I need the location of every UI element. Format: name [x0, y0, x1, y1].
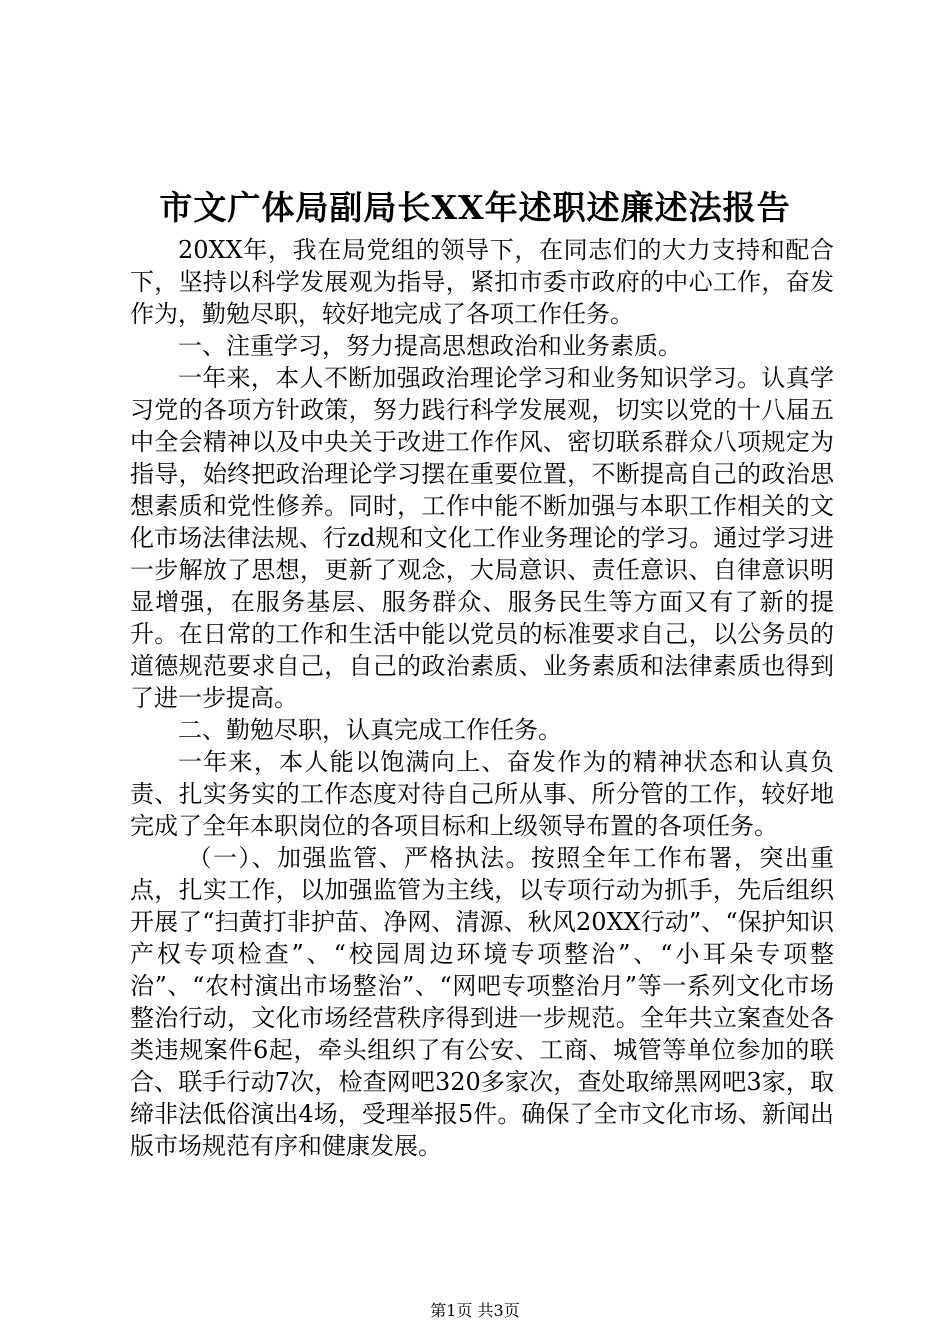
document-body — [130, 234, 834, 1162]
section-heading-1: 一、注重学习，努力提高思想政治和业务素质。 — [178, 332, 682, 360]
document-title: 市文广体局副局长XX年述职述廉述法报告 — [159, 188, 791, 227]
paragraph-supervision: （一）、加强监管、严格执法。按照全年工作布署，突出重点，扎实工作，以加强监管为主线，以专项行动为抓手，先后组织开展了“扫黄打非护苗、净网、清源、秋风20XX行动”、“保护知识产权专项检查”、“校园周边环境专项整治”、“小耳朵专项整治”、“农村演出市场整治”、“网吧专项整治月”等一系列文化市场整治行动，文化市场经营秩序得到进一步规范。全年共立案查处各类违规案件6起，牵头组织了有公安、工商、城管等单位参加的联合、联手行动7次，检查网吧320多家次，查处取缔黑网吧3家，取缔非法低俗演出4场，受理举报5件。确保了全市文化市场、新闻出版市场规范有序和健康发展。 — [130, 844, 834, 1160]
paragraph-duties: 一年来，本人能以饱满向上、奋发作为的精神状态和认真负责、扎实务实的工作态度对待自己所从事、所分管的工作，较好地完成了全年本职岗位的各项目标和上级领导布置的各项任务。 — [130, 748, 834, 840]
paragraph-study: 一年来，本人不断加强政治理论学习和业务知识学习。认真学习党的各项方针政策，努力践行科学发展观，切实以党的十八届五中全会精神以及中央关于改进工作作风、密切联系群众八项规定为指导，始终把政治理论学习摆在重要位置，不断提高自己的政治思想素质和党性修养。同时，工作中能不断加强与本职工作相关的文化市场法律法规、行zd规和文化工作业务理论的学习。通过学习进一步解放了思想，更新了观念，大局意识、责任意识、自律意识明显增强，在服务基层、服务群众、服务民生等方面又有了新的提升。在日常的工作和生活中能以党员的标准要求自己，以公务员的道德规范要求自己，自己的政治素质、业务素质和法律素质也得到了进一步提高。 — [130, 364, 834, 712]
section-heading-2: 二、勤勉尽职，认真完成工作任务。 — [178, 716, 562, 744]
page-number-footer: 第1页 共3页 — [430, 1301, 520, 1320]
paragraph-intro: 20XX年，我在局党组的领导下，在同志们的大力支持和配合下，坚持以科学发展观为指导，紧扣市委市政府的中心工作，奋发作为，勤勉尽职，较好地完成了各项工作任务。 — [130, 236, 834, 328]
